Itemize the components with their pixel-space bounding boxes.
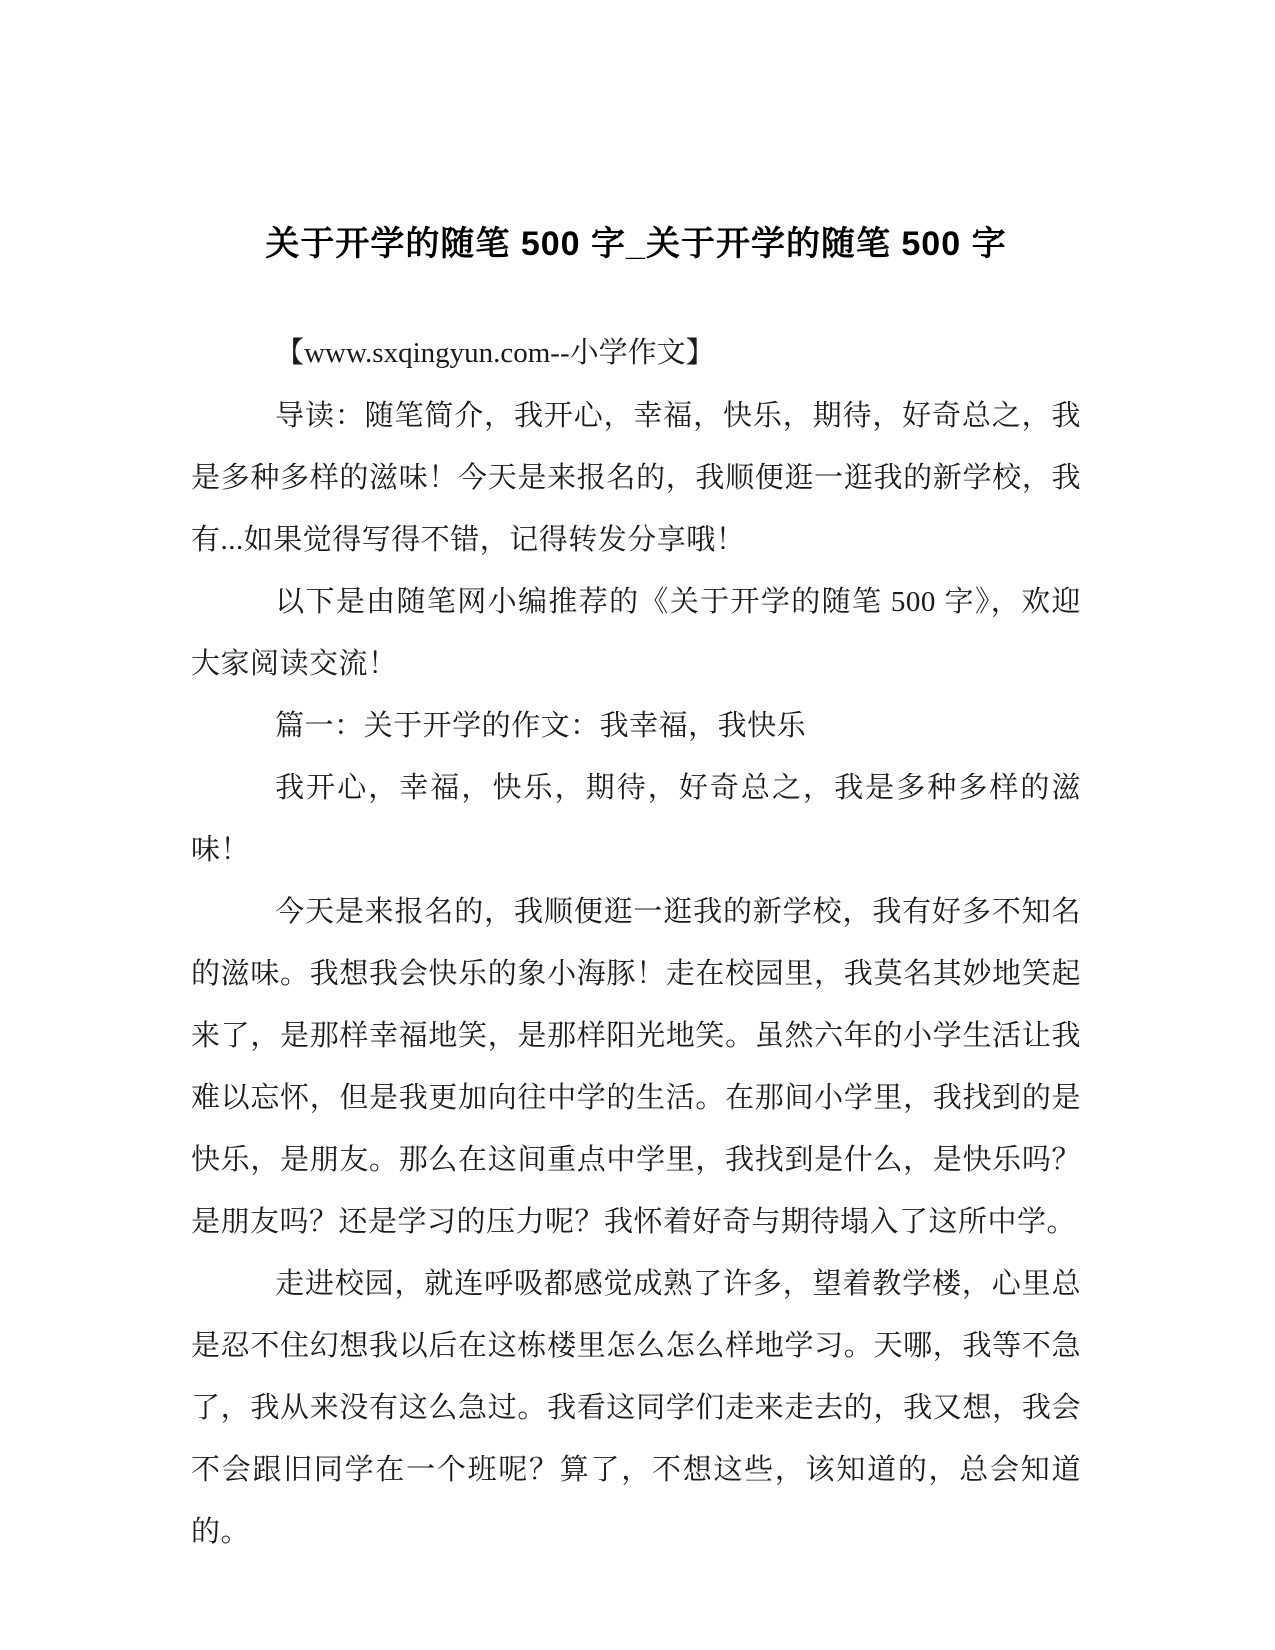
source-attribution: 【www.sxqingyun.com--小学作文】 [275, 337, 715, 369]
document-title: 关于开学的随笔 500 字_关于开学的随笔 500 字 [265, 225, 1007, 263]
document-content [191, 0, 1081, 1563]
paragraph-essay-heading: 篇一：关于开学的作文：我幸福，我快乐 [275, 710, 807, 742]
paragraph-essay-opening: 我开心，幸福，快乐，期待，好奇总之，我是多种多样的滋味！ [191, 772, 1081, 866]
document-body [191, 385, 1081, 1563]
paragraph-intro: 导读：随笔简介，我开心，幸福，快乐，期待，好奇总之，我是多种多样的滋味！今天是来报名的，我顺便逛一逛我的新学校，我有...如果觉得写得不错，记得转发分享哦！ [191, 400, 1081, 556]
paragraph-essay-body-2: 走进校园，就连呼吸都感觉成熟了许多，望着教学楼，心里总是忍不住幻想我以后在这栋楼里怎么怎么样地学习。天哪，我等不急了，我从来没有这么急过。我看这同学们走来走去的，我又想，我会不会跟旧同学在一个班呢？算了，不想这些，该知道的，总会知道的。 [191, 1268, 1081, 1548]
paragraph-recommendation: 以下是由随笔网小编推荐的《关于开学的随笔 500 字》，欢迎大家阅读交流！ [191, 586, 1081, 680]
paragraph-essay-body-1: 今天是来报名的，我顺便逛一逛我的新学校，我有好多不知名的滋味。我想我会快乐的象小海豚！走在校园里，我莫名其妙地笑起来了，是那样幸福地笑，是那样阳光地笑。虽然六年的小学生活让我难以忘怀，但是我更加向往中学的生活。在那间小学里，我找到的是快乐，是朋友。那么在这间重点中学里，我找到是什么，是快乐吗？是朋友吗？还是学习的压力呢？我怀着好奇与期待塌入了这所中学。 [191, 896, 1081, 1238]
